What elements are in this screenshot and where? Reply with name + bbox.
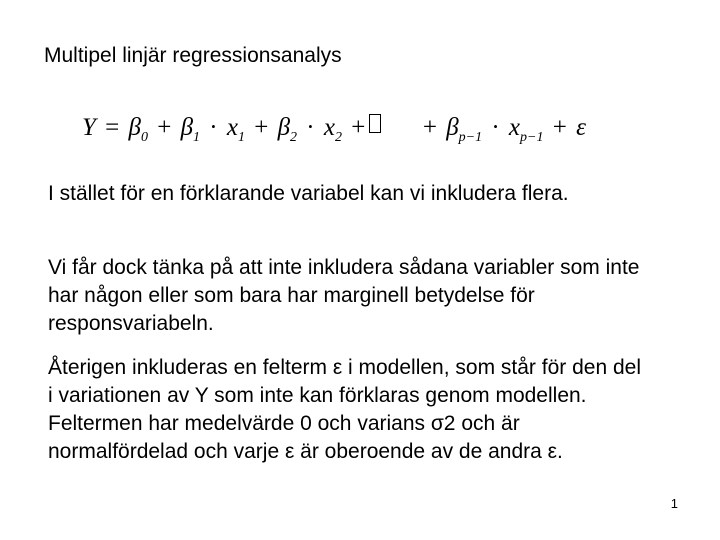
formula-dot: · (306, 114, 315, 141)
formula-equals: = (105, 114, 120, 141)
paragraph-variable-selection: Vi får dock tänka på att inte inkludera sådana variabler som inte har någon eller som bara har marginell betydelse för responsvariabeln. (48, 256, 640, 335)
formula-plus: + (422, 114, 437, 141)
formula-xp1: $x_{p-1}$ (508, 114, 544, 145)
paragraph-multiple-variables: I stället för en förklarande variabel kan vi inkludera flera. (48, 182, 569, 205)
formula-beta1: $\beta_1$ (180, 114, 201, 145)
formula-y: Y (82, 114, 96, 141)
page-number: 1 (670, 496, 678, 511)
formula-plus: + (552, 114, 567, 141)
formula-beta0: $\beta_0$ (128, 114, 148, 145)
missing-glyph-box (369, 114, 381, 133)
formula-betap1: $\beta_{p-1}$ (446, 114, 483, 145)
regression-formula (82, 108, 586, 148)
slide-title: Multipel linjär regressionsanalys (44, 44, 342, 67)
formula-plus: + (351, 114, 366, 141)
formula-x2: $x_2$ (323, 114, 342, 145)
formula-epsilon: ε (576, 114, 586, 141)
paragraph-error-term: Återigen inkluderas en felterm ε i modellen, som står för den del i variationen av Y som inte kan förklaras genom modellen. Feltermen har medelvärde 0 och varians σ2 och är normalfördelad och varje ε är oberoende av de andra ε. (48, 356, 641, 463)
formula-dot: · (209, 114, 218, 141)
formula-dot: · (491, 114, 500, 141)
formula-plus: + (254, 114, 269, 141)
formula-beta2: $\beta_2$ (277, 114, 298, 145)
formula-x1: $x_1$ (226, 114, 245, 145)
formula-plus: + (157, 114, 172, 141)
